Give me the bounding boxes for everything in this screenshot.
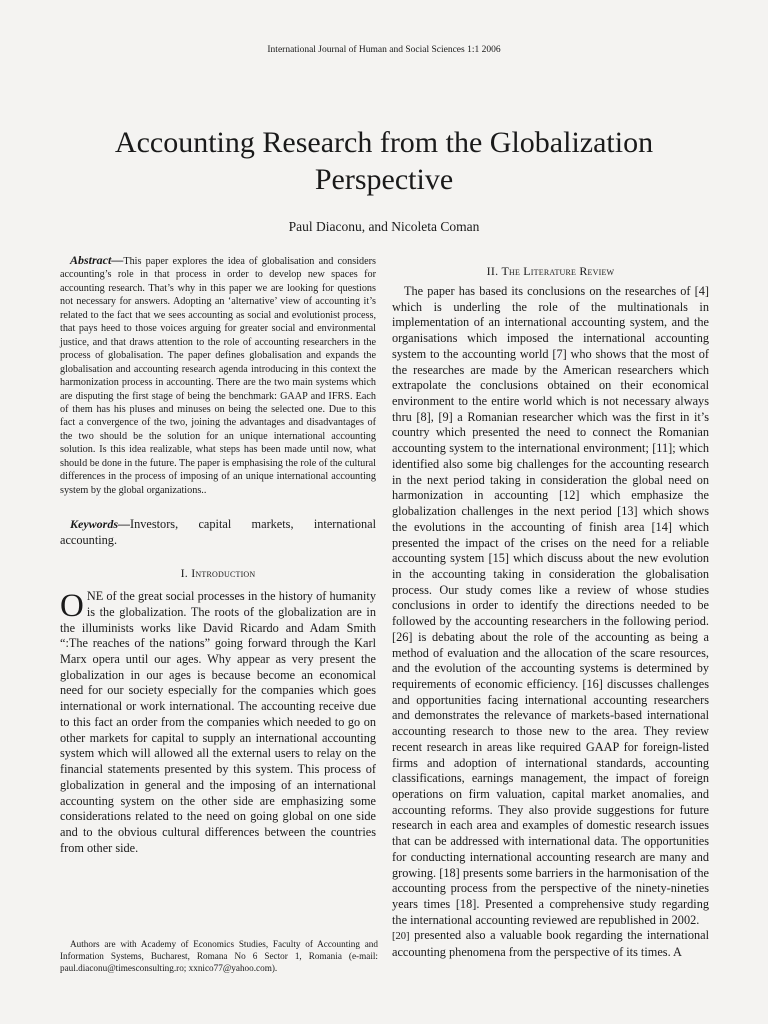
section-heading-introduction: I. Introduction (180, 566, 256, 581)
keywords-paragraph (60, 517, 376, 548)
drop-cap: O (60, 588, 84, 625)
introduction-paragraph (60, 589, 376, 856)
introduction-text: NE of the great social processes in the history of humanity is the globalization. The roots of the globalization are in the illuminists works like David Ricardo and Adam Smith “:The reaches of the nations” going forward through the Karl Marx opera until our ages. Why appear as very present the globalization in our ages is because become an economical need for our society especially for the companies which goes international or work international. The accounting receive due to this fact an order from the companies which needed to go on other markets for capital to supply an international accounting system which will allowed all the external users to relay on the financial statements presented by this system. This process of globalization in general and the imposing of an international accounting system on the other side are emphasizing some considerations related to the need on going global on one side and to the obvious cultural differences between the countries from other side. (60, 589, 376, 855)
section-heading-literature-review: II. The Literature Review (486, 264, 615, 278)
paper-authors: Paul Diaconu, and Nicoleta Coman (288, 219, 480, 234)
author-footnote: Authors are with Academy of Economics Studies, Faculty of Accounting and Information Systems, Bucharest, Romana No 6 Sector 1, Romania (e-mail: paul.diaconu@timesconsulting.ro; xxnico77@yahoo.com). (60, 939, 378, 973)
abstract-label: Abstract— (70, 253, 124, 267)
abstract-paragraph (60, 254, 376, 497)
keywords-text: Investors, capital markets, international accounting. (60, 517, 376, 547)
literature-review-text-a: The paper has based its conclusions on the researches of [4] which is underling the role of the multinationals in implementation of an international accounting system, and the organisations which imposed the international accounting system to the accounting world [7] who shows that the most of the researches are made by the American researchers which extrapolate the conclusions obtained on their economical environment to the entire world which is not necessary always thru [8], [9] a Romanian researcher which was the first in it’s country which presented the need to connect the Romanian accounting system to the international environment; [11]; which identified also some big challenges for the accounting research in the next period taking in consideration the global need on harmonization in accounting [12] which emphasize the globalization challenges in the next period [13] which shows the evolutions in the accounting of finish area [14] which presented the impact of the crises on the need for a reliable accounting system [15] which discuss about the new evolution in the accounting taking in consideration the globalisation process. Our study comes like a review of whose studies conclusions in order to identify the directions needed to be followed by the accounting researchers in the following period. [26] is debating about the role of the accounting as being a method of evaluation and the allocation of the scare resources, and the evolution of the accounting systems is determined by requirements of economic efficiency. [16] discusses challenges and opportunities facing international accounting researchers and demonstrates the relevance of markets-based international accounting research to those new to the area. They review recent research in areas like required GAAP for foreign-listed firms and adoption of international standards, accounting classifications, earnings management, the impact of foreign operations on firm valuation, capital market anomalies, and accounting reforms. They also provide suggestions for future research in each area and examples of domestic research issues that can be addressed with international data. The opportunities for conducting international accounting research are many and growing. [18] presents some barriers in the harmonisation of the accounting process from the perspective of the ninety-nineties years times [18]. Presented a comprehensive study regarding the international accounting reviewed are republished in 2002. (392, 284, 709, 927)
left-column (60, 254, 376, 856)
paper-title: Accounting Research from the Globalization Perspective (114, 126, 654, 196)
journal-header: International Journal of Human and Social Sciences 1:1 2006 (267, 45, 501, 55)
keywords-label: Keywords— (70, 517, 130, 532)
right-column (392, 264, 709, 961)
literature-review-paragraph (392, 284, 709, 961)
literature-review-text-b: presented also a valuable book regarding the international accounting phenomena from the perspective of its times. A (392, 928, 709, 960)
reference-20: [20] (392, 931, 410, 943)
abstract-text: This paper explores the idea of globalisation and considers accounting’s role in that process in order to develop new spaces for accounting research. That’s why in this paper we are looking for questions not necessary for answers. Adopting an ‘alternative’ view of accounting it’s related to the fact that we sees accounting as social and evolutionist process, that pays heed to those voices arguing for greater social and environmental justice, and that draws attention to the role of accounting researchers in the process of globalisation. The paper defines globalisation and expands the globalisation and accounting research agenda introducing in this context the harmonization process in accounting. There are the two main systems which are disputing the first stage of being the benchmark: GAAP and IFRS. Each of them has his pluses and minuses on being the selected one. Due to this fact a convergence of the two, joining the advantages and disadvantages of the two should be the solution for an unique international accounting solution. Is this idea realizable, what steps has been made until now, what should be done in the future. The paper is emphasising the role of the cultural differences in the process of imposing of an unique international accounting system by the global organizations.. (60, 256, 376, 496)
